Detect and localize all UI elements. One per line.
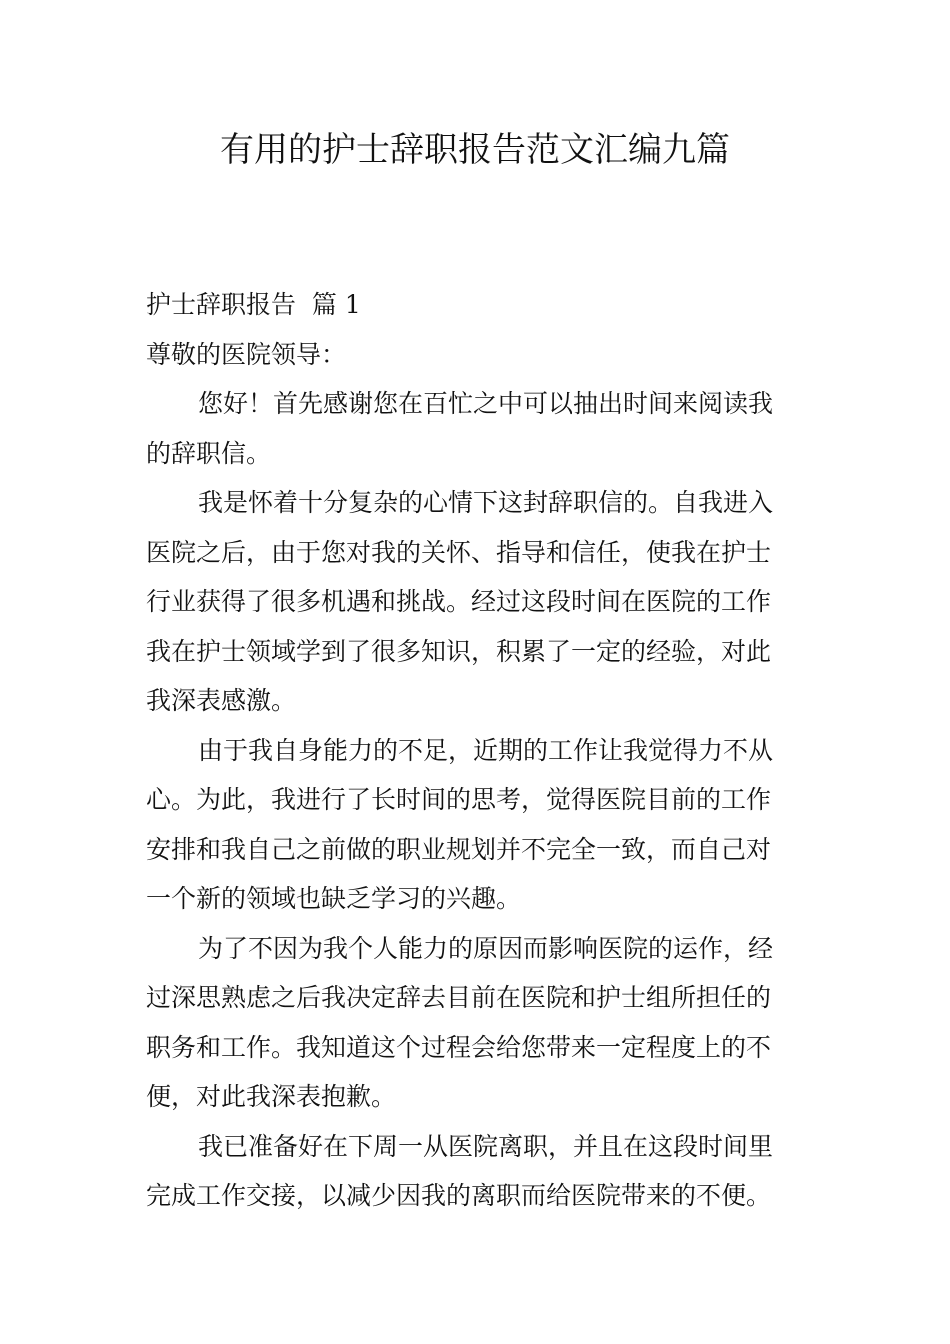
paragraph-line: 行业获得了很多机遇和挑战。经过这段时间在医院的工作 xyxy=(146,587,772,616)
paragraph-line: 心。为此，我进行了长时间的思考，觉得医院目前的工作 xyxy=(146,785,772,814)
document-body xyxy=(146,280,810,1221)
paragraph-line: 职务和工作。我知道这个过程会给您带来一定程度上的不 xyxy=(146,1032,772,1062)
paragraph-line: 我在护士领域学到了很多知识，积累了一定的经验，对此 xyxy=(146,636,772,666)
paragraph-line: 由于我自身能力的不足，近期的工作让我觉得力不从 xyxy=(198,735,774,765)
paragraph-line: 一个新的领域也缺乏学习的兴趣。 xyxy=(146,884,522,913)
paragraph xyxy=(146,379,810,478)
paragraph-line: 完成工作交接，以减少因我的离职而给医院带来的不便。 xyxy=(146,1181,772,1210)
paragraph xyxy=(146,1122,810,1221)
paragraph-line: 为了不因为我个人能力的原因而影响医院的运作，经 xyxy=(198,933,774,963)
paragraph xyxy=(146,726,810,924)
paragraph-line: 便，对此我深表抱歉。 xyxy=(146,1082,397,1111)
paragraph-line: 您好！首先感谢您在百忙之中可以抽出时间来阅读我 xyxy=(198,389,774,418)
paragraph xyxy=(146,924,810,1122)
paragraph-line: 我深表感激。 xyxy=(146,686,297,715)
section-heading: 护士辞职报告 篇 1 xyxy=(146,290,361,319)
paragraph-line: 医院之后，由于您对我的关怀、指导和信任，使我在护士 xyxy=(146,537,772,567)
paragraph-line: 我是怀着十分复杂的心情下这封辞职信的。自我进入 xyxy=(198,488,774,517)
paragraph-line: 的辞职信。 xyxy=(146,438,272,468)
salutation: 尊敬的医院领导： xyxy=(146,339,347,369)
paragraph-line: 过深思熟虑之后我决定辞去目前在医院和护士组所担任的 xyxy=(146,983,772,1012)
document-title: 有用的护士辞职报告范文汇编九篇 xyxy=(220,130,730,170)
paragraph-line: 安排和我自己之前做的职业规划并不完全一致，而自己对 xyxy=(146,834,772,864)
paragraph-line: 我已准备好在下周一从医院离职，并且在这段时间里 xyxy=(198,1131,774,1161)
paragraph xyxy=(146,478,810,726)
